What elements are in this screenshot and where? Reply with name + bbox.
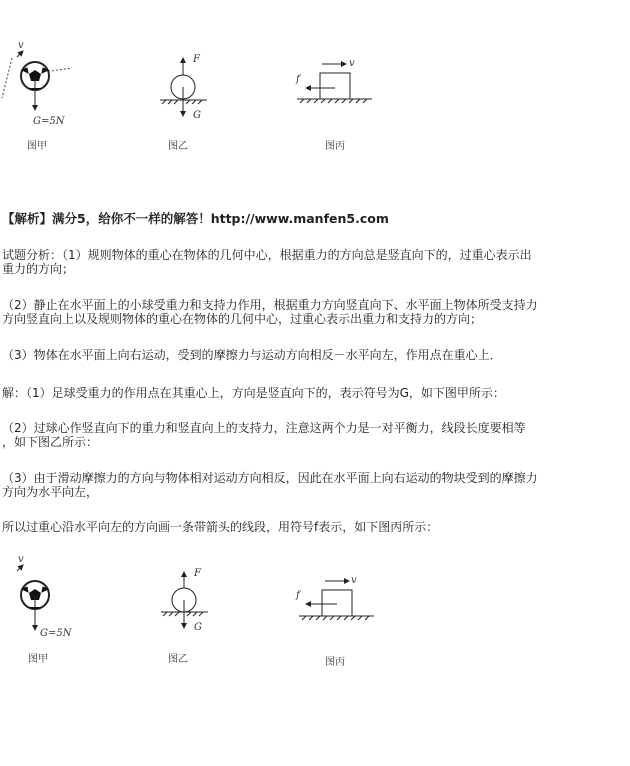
caption-yi: 图乙 — [168, 141, 188, 152]
solution-line: 方向为水平向左， — [2, 485, 99, 499]
analysis-paragraph-2 — [2, 298, 628, 326]
velocity-label: v — [18, 554, 24, 565]
friction-label: f — [296, 74, 300, 85]
solution-paragraph-1: 解：（1）足球受重力的作用点在其重心上，方向是竖直向下的，表示符号为G，如下图甲所示： — [2, 386, 505, 400]
analysis-paragraph-1 — [2, 248, 628, 276]
gravity-short-label: G — [193, 110, 201, 121]
analysis-header: 【解析】满分5，给你不一样的解答！http://www.manfen5.com — [2, 211, 389, 226]
velocity-label-bing: v — [349, 58, 355, 69]
solution-line: ，如下图乙所示： — [2, 435, 99, 449]
caption-jia: 图甲 — [28, 654, 48, 665]
block-on-ground-icon — [297, 64, 372, 103]
caption-bing: 图丙 — [325, 657, 345, 668]
friction-label: f — [296, 590, 300, 601]
normal-force-label: F — [193, 54, 200, 65]
caption-yi: 图乙 — [168, 654, 188, 665]
ball-on-ground-icon — [160, 58, 207, 116]
solution-paragraph-3 — [2, 471, 628, 499]
analysis-line: （2）静止在水平面上的小球受重力和支持力作用，根据重力方向竖直向下、水平面上物体所受支持力 — [2, 298, 538, 312]
analysis-line: 方向竖直向上以及规则物体的重心在物体的几何中心，过重心表示出重力和支持力的方向； — [2, 312, 483, 326]
ball-on-ground-icon — [161, 572, 208, 628]
solution-line: （2）过球心作竖直向下的重力和竖直向上的支持力，注意这两个力是一对平衡力，线段长度要相等 — [2, 421, 526, 435]
top-figures — [0, 0, 630, 160]
gravity-label: G=5N — [40, 628, 72, 639]
velocity-label: v — [18, 40, 24, 51]
solution-paragraph-2 — [2, 421, 628, 449]
analysis-line: 重力的方向； — [2, 262, 75, 276]
top-figures-drawing — [0, 0, 630, 160]
analysis-paragraph-3: （3）物体在水平面上向右运动，受到的摩擦力与运动方向相反－水平向左，作用点在重心上． — [2, 348, 502, 362]
solution-paragraph-4: 所以过重心沿水平向左的方向画一条带箭头的线段，用符号f表示，如下图丙所示： — [2, 520, 439, 534]
gravity-short-label: G — [194, 622, 202, 633]
gravity-label: G=5N — [33, 116, 65, 127]
soccer-ball-icon — [17, 565, 49, 630]
block-on-ground-icon — [299, 581, 374, 620]
caption-jia: 图甲 — [27, 141, 47, 152]
velocity-label-bing: v — [351, 575, 357, 586]
caption-bing: 图丙 — [325, 141, 345, 152]
analysis-line: 试题分析：（1）规则物体的重心在物体的几何中心，根据重力的方向总是竖直向下的，过重心表示出 — [2, 248, 532, 262]
solution-line: （3）由于滑动摩擦力的方向与物体相对运动方向相反，因此在水平面上向右运动的物块受到的摩擦力 — [2, 471, 538, 485]
bottom-figures — [0, 510, 630, 670]
soccer-ball-icon — [2, 51, 72, 110]
normal-force-label: F — [194, 568, 201, 579]
bottom-figures-drawing — [0, 510, 630, 670]
